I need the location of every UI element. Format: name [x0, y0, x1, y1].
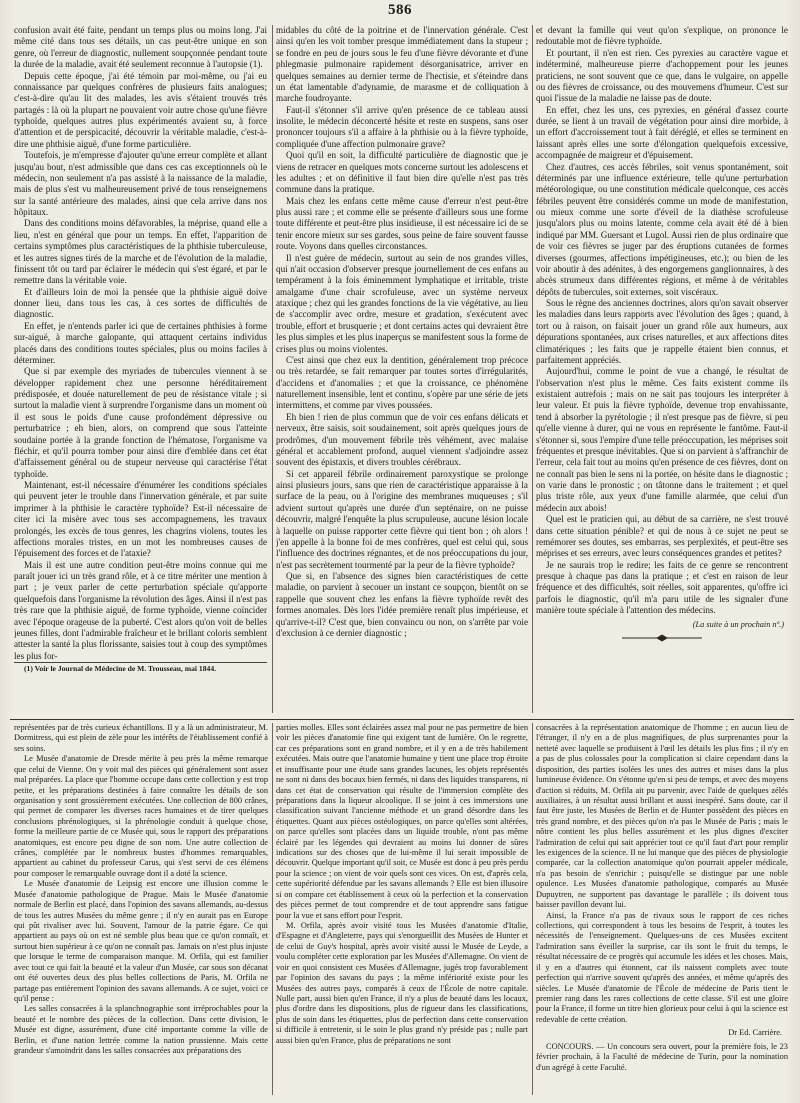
top-column-2 [276, 25, 528, 717]
paragraph: Je ne saurais trop le redire; les faits de ce genre se rencontrent presque à chaque pas dans la pratique ; et c'est en raison de leur fréquence et des difficultés, soit réelles, soit apparentes, qu'offre ici parfois le diagnostic, qu'il m'a paru utile de les signaler d'une manière toute spéciale à l'attention des médecins. [536, 559, 788, 616]
author-signature: Dr Ed. Carrière. [728, 1028, 782, 1038]
paragraph: Que si par exemple des myriades de tubercules viennent à se développer rapidement chez une personne héréditairement prédisposée, et douée naturellement de peu de résistance vitale ; si surtout la maladie vient à surprendre l'organisme dans un moment où il est sous le poids d'une cause profondément dépressive ou perturbatrice ; eh bien, alors, on comprend que sous l'atteinte soudaine portée à la grande fonction de l'hématose, l'organisme va fléchir, et qu'il pourra tomber pour ainsi dire d'emblée dans cet état d'affaissement général ou de stupeur nerveuse qui caractérise l'état typhoïde. [14, 366, 267, 479]
paragraph: Quoi qu'il en soit, la difficulté particulière de diagnostic que je viens de retracer en quelques mots concerne surtout les adolescens et les adultes ; et on définitive il faut bien dire qu'elle n'est pas très commune dans la pratique. [276, 150, 528, 195]
paragraph: Le Musée d'anatomie de Dresde mérite à peu près la même remarque que celui de Vienne. On y voit mal des pièces qui généralement sont assez mal préparées. La place que l'homme occupe dans cette collection y est trop petite, et les préparations destinées à faire connaître les détails de son organisation y sont grossièrement exécutées. Une collection de 800 crânes, qui permet de comparer les diverses races humaines et de tirer quelques conclusions phrénologiques, si la phrénologie conduit à quelque chose, forme la meilleure partie de ce Musée qui, sous le rapport des préparations anatomiques, est encore peu digne de son nom. Une autre collection de crânes, complétée par le nombreux bustes d'hommes remarquables, appartient au cabinet du professeur Carus, qui s'est servi de ces élémens pour composer le remarquable ouvrage dont il a doté la science. [14, 754, 268, 878]
paragraph: Eh bien ! rien de plus commun que de voir ces enfans délicats et nerveux, être saisis, soit soudainement, soit après quelques jours de prodrômes, d'un mouvement fébrile très véhément, avec malaise général et accablement profond, auquel viennent s'adjoindre assez souvent des épistaxis, et divers troubles cérébraux. [276, 411, 528, 468]
paragraph: Sous le règne des anciennes doctrines, alors qu'on savait observer les maladies dans leurs rapports avec l'évolution des âges ; quand, à tort ou à raison, on faisait jouer un grand rôle aux humeurs, aux dépurations spontanées, aux crises naturelles, et aux affections dites climatériques ; les faits que je rappelle étaient bien connus, et parfaitement appréciés. [536, 298, 788, 365]
top-column-1-body [14, 25, 267, 662]
paragraph: Toutefois, je m'empresse d'ajouter qu'une erreur complète et allant jusqu'au bout, n'est admissible que dans ces cas exceptionnels où le médecin, non seulement n'a pas assisté à la naissance de la maladie, mais de plus s'est vu malheureusement privé de tous renseignemens sur la santé antérieure des malades, ainsi que cela arrive dans nos hôpitaux. [14, 150, 267, 217]
paragraph: Mais chez les enfans cette même cause d'erreur n'est peut-être plus aussi rare ; et comme elle se présente d'ailleurs sous une forme toute différente et peut-être plus insidieuse, il est nécessaire ici de se tenir encore mieux sur ses gardes, sous peine de faire souvent fausse route. Voyons dans quelles circonstances. [276, 195, 528, 252]
section-ornament [536, 634, 788, 645]
continuation-note: (La suite à un prochain nº.) [692, 619, 784, 629]
paragraph: Quel est le praticien qui, au début de sa carrière, ne s'est trouvé dans cette situation pénible? et qui de nous à ce sujet ne peut se remémorer ses doutes, ses embarras, ses perplexités, et peut-être ses méprises et ses erreurs, avec leurs conséquences grandes et petites? [536, 514, 788, 559]
concours-label: CONCOURS. [546, 1041, 594, 1051]
concours-notice [536, 1042, 788, 1073]
paragraph: Et pourtant, il n'en est rien. Ces pyrexies au caractère vague et indéterminé, malheureuse pierre d'achoppement pour les jeunes praticiens, ne sont souvent que ce que, dans le vulgaire, on appelle ou des fièvres de croissance, ou des mouvemens d'humeur. C'est sur quoi l'issue de la maladie ne laisse pas de doute. [536, 47, 788, 104]
paragraph: consacrées à la représentation anatomique de l'homme ; en aucun lieu de l'étranger, il n'y en a de plus magnifiques, de plus surprenantes pour la netteté avec laquelle se produisent à l'œil les détails les plus fins ; il n'y en a pas de plus colossales pour la complication si claire cependant dans la disposition, des parties isolées les unes des autres et mises dans la plus lumineuse évidence. On s'étonne qu'en si peu de temps, et avec des moyens d'action si réduits, M. Orfila ait pu parvenir, avec l'aide de quelques zélés auxiliaires, à un résultat aussi brillant et aussi inespéré. Sans doute, car il faut être juste, les Musées de Berlin et de Hunter possèdent des pièces en très grand nombre, et des pièces qu'on n'a pas le Musée de Paris ; mais le nôtre contient les plus belles assurément et les plus dignes d'exciter l'admiration de celui qui sait apprécier tout ce qu'il faut d'art pour remplir les exigences de la science. Il ne lui manque que des pièces de physiologie comparée, car la collection anatomique qu'on pourrait appeler médicale, n'a pas besoin de s'enrichir ; puisqu'elle se distingue par une noble opulence. Les Musées d'anatomie pathologique, comparés au Musée Dupuytren, ne supportent pas davantage le parallèle ; ils doivent tous baisser pavillon devant lui. [536, 723, 788, 910]
horizontal-rule [10, 719, 794, 720]
column-divider [272, 25, 273, 713]
paragraph: Les salles consacrées à la splanchnographie sont irréprochables pour la beauté et le nombre des pièces de la collection. Dans cette division, le Musée est digne, assurément, d'une cité importante comme la ville de Berlin, et d'une nation lettrée comme la nation prussienne. Mais cette grandeur s'amoindrit dans les salles consacrées aux préparations des [14, 1004, 268, 1056]
paragraph: représentées par de très curieux échantillons. Il y a là un administrateur, M. Dormitress, qui est plein de zèle pour les intérêts de l'établissement confié à ses soins. [14, 723, 268, 753]
paragraph: Faut-il s'étonner s'il arrive qu'en présence de ce tableau aussi insolite, le médecin déconcerté hésite et reste en suspens, sans oser prononcer toujours s'il a affaire à la phthisie ou à la fièvre typhoïde, compliquée d'une affection pulmonaire grave? [276, 104, 528, 149]
paragraph: Si cet appareil fébrile ordinairement paroxystique se prolonge ainsi plusieurs jours, sans que rien de caractéristique apparaisse à la surface de la peau, ou à l'origine des membranes muqueuses ; s'il advient surtout qu'après une durée d'un septénaire, on ne puisse découvrir, malgré l'enquête la plus scrupuleuse, aucune lésion locale à laquelle on puisse rapporter cette fièvre qui tient bon ; oh alors ! j'en appelle à la bonne foi de mes confrères, quel est celui qui, sous l'influence des doctrines régnantes, et de nos préoccupations du jour, n'est pas secrètement tourmenté par la peur de la fièvre typhoïde? [276, 468, 528, 570]
paragraph: C'est ainsi que chez eux la dentition, généralement trop précoce ou très retardée, se fait remarquer par toutes sortes d'irrégularités, d'accidens et d'anomalies ; et que la croissance, ce phénomène naturellement insensible, lent et continu, s'opère par une série de jets intermittens, et comme par vives poussées. [276, 354, 528, 411]
bottom-column-3-body [536, 723, 788, 1025]
bottom-column-3 [536, 723, 788, 1099]
top-column-3-body [536, 25, 788, 617]
paragraph: Dans des conditions moins défavorables, la méprise, quand elle a lieu, n'est en général que pour un temps. En effet, l'apparition de certains symptômes plus caractéristiques de la phthisie tuberculeuse, et les autres signes tirés de la marche et de l'évolution de la maladie, finissent tôt ou tard par éclairer le médecin qui s'est égaré, et par le remettre dans la véritable voie. [14, 218, 267, 286]
paragraph: Et d'ailleurs loin de moi la pensée que la phthisie aiguë doive donner lieu, dans tous les cas, à ces sortes de difficultés de diagnostic. [14, 286, 267, 320]
concours-text: — Un concours sera ouvert, pour la première fois, le 23 février prochain, à la Faculté de médecine de Turin, pour la nomination d'un agrégé à cette Faculté. [536, 1041, 788, 1072]
paragraph: Maintenant, est-il nécessaire d'énumérer les conditions spéciales qui peuvent jeter le trouble dans l'innervation générale, et par suite imprimer à la phthisie le caractère typhoïde? Est-il nécessaire de citer ici la misère avec tous ses accompagnemens, les travaux prolongés, les excès de tous genres, les chagrins violens, toutes les affections morales tristes, en un mot les nombreuses causes de l'épuisement des forces et de l'ataxie? [14, 480, 267, 559]
paragraph: confusion avait été faite, pendant un temps plus ou moins long. J'ai même cité dans tous ses détails, un cas peut-être unique en son genre, où l'erreur de diagnostic, nullement soupçonnée pendant toute la durée de la maladie, avait été seulement reconnue à l'autopsie (1). [14, 25, 267, 70]
column-divider [532, 25, 533, 713]
paragraph: Le Musée d'anatomie de Leipsig est encore une illusion comme le Musée d'anatomie pathologique de Prague. Mais le Musée d'anatomie normale de Berlin est placé, dans l'opinion des savans allemands, au-dessus de tous les autres Musées du même genre ; il n'y en aurait pas en Europe qui pût rivaliser avec lui. Souvent, l'amour de la patrie égare. Ce qui appartient au pays où on est né semble plus beau que ce qu'on connaît, et surtout bien supérieur à ce qu'on ne connaît pas. Jamais on n'est plus injuste que lorsque le terme de comparaison manque. M. Orfila, qui est familier avec tout ce qui fait la beauté et la valeur d'un Musée, car sous son décanat ont été ouvertes deux des plus belles collections de Paris, M. Orfila ne partage pas entièrement l'opinion des savans allemands. A ce sujet, voici ce qu'il pense : [14, 879, 268, 1003]
column-divider [272, 723, 273, 1095]
paragraph: Chez d'autres, ces accès fébriles, soit venus spontanément, soit déterminés par une influence extérieure, telle qu'une perturbation météorologique, ou une constitution médicale quelconque, ces accès fébriles peuvent être considérés comme un mode de manifestation, ou mieux comme une sorte d'éveil de la diathèse scrofuleuse jusqu'alors plus ou moins latente, comme cela avait été dé à bien indiqué par MM. Guersant et Lugol. Aussi rien de plus ordinaire que de voir ces fièvres se juger par des éruptions cutanées de formes diverses (gourmes, affections impétigineuses, etc.); ou bien de les voir aboutir à des adénites, à des engorgemens ganglionnaires, à des abcès strumeux dans différentes régions, et même à de véritables dépôts de tubercules, soit externes, soit viscéraux. [536, 161, 788, 297]
paragraph: Que si, en l'absence des signes bien caractéristiques de cette maladie, on parvient à secouer un instant ce soupçon, bientôt on se rappelle que souvent chez les enfans la fièvre typhoïde revêt des formes anomales. Dès lors l'idée première renaît plus impérieuse, et qu'arrive-t-il? C'est que, bien convaincu ou non, on s'arrête par voie d'exclusion à ce dernier diagnostic ; [276, 571, 528, 638]
top-column-2-body [276, 25, 528, 639]
paragraph: En effet, je n'entends parler ici que de certaines phthisies à forme sur-aiguë, à marche galopante, qui attaquent certains individus placés dans des conditions toutes spéciales, plus ou moins faciles à déterminer. [14, 320, 267, 365]
paragraph: Ainsi, la France n'a pas de rivaux sous le rapport de ces riches collections, qui correspondent à tous les besoins de l'esprit, à toutes les nécessités de l'enseignement. Quelques-uns de ces Musées excitent l'admiration sans éveiller la surprise, car ils sont le fruit du temps, le résultat nécessaire de ce progrès qui accumule les idées et les choses. Mais, il y en a d'autres qui étonnent, car ils naissent complets avec toute perfection qui n'arrive souvent qu'après des années, et même qu'après des siècles. Le Musée d'anatomie de l'École de médecine de Paris tient le premier rang dans les rares collections de cette classe. S'il est une gloire pour la France, il forme un titre bien glorieux pour celui à qui la science est redevable de cette création. [536, 910, 788, 1024]
bottom-column-2 [276, 723, 528, 1099]
paragraph: En effet, chez les uns, ces pyrexies, en général d'assez courte durée, se lient à un travail de végétation pour ainsi dire morbide, à un effort d'accroissement tout à fait déréglé, et elles se terminent en laissant après elles une sorte d'élongation quelquefois excessive, accompagnée de maigreur et d'épuisement. [536, 104, 788, 161]
bottom-column-1-body [14, 723, 268, 1057]
bottom-column-2-body [276, 723, 528, 1046]
paragraph: Depuis cette époque, j'ai été témoin par moi-même, ou j'ai eu connaissance par quelques confrères de plusieurs faits analogues; c'est-à-dire qu'au lit des malades, les avis s'étaient trouvés très partagés : là où la plupart ne pouvaient voir autre chose qu'une fièvre typhoïde, quelques autres plus expérimentés avaient su, à force d'attention et de perspicacité, découvrir la véritable maladie, c'est-à-dire une phthisie aiguë, d'une forme particulière. [14, 70, 267, 149]
paragraph: Aujourd'hui, comme le point de vue a changé, le résultat de l'observation n'est plus le même. Ces faits existent comme ils existaient autrefois ; mais on ne sait pas toujours les interpréter à leur valeur. Et puis la fièvre typhoïde, devenue trop envahissante, tend à absorber la pyrétologie ; il n'est presque pas de fièvre, si peu qu'elle vienne à durer, qui ne vous en représente le fantôme. Faut-il s'étonner si, sous l'empire d'une telle préoccupation, les méprises soit fréquentes et presque inévitables. Que si on parvient à s'affranchir de l'erreur, cela fait tout au moins qu'en présence de ces fièvres, dont on ne connaît pas bien le sens ni la portée, on hésite dans le diagnostic ; on varie dans le pronostic ; on tâtonne dans le traitement ; et quel plus triste rôle, aux yeux d'une famille alarmée, que celui d'un médecin aux abois! [536, 366, 788, 513]
page-number: 586 [388, 2, 412, 18]
ornament-divider-icon [622, 634, 702, 642]
footnote: (1) Voir le Journal de Médecine de M. Trousseau, mai 1844. [14, 662, 267, 673]
paragraph: Il n'est guère de médecin, surtout au sein de nos grandes villes, qui n'ait occasion d'observer presque journellement de ces enfans au tempérament à la fois éminemment lymphatique et irritable, triste amalgame d'une chair scrofuleuse, avec un système nerveux ataxique ; chez qui les grandes fonctions de la vie végétative, au lieu de s'accomplir avec ordre, mesure et gradation, s'exécutent avec trouble, effort et brusquerie ; et dont certains actes qui devraient être les plus simples et les plus inaperçus se manifestent sous la forme de crises plus ou moins violentes. [276, 252, 528, 354]
paragraph: Mais il est une autre condition peut-être moins connue qui me paraît jouer ici un très grand rôle, et à ce titre mériter une mention à part ; je veux parler de cette perturbation spéciale qu'apporte quelquefois dans l'organisme la révolution des âges. Ainsi il n'est pas très rare que la phthisie aiguë, de forme typhoïde, vienne coïncider avec l'époque orageuse de la puberté. C'est alors qu'on voit de belles jeunes filles, dont l'admirable fraîcheur et le brillant coloris semblent attester la santé la plus florissante, saisies tout à coup des symptômes les plus for- [14, 559, 267, 661]
paragraph: parties molles. Elles sont éclairées assez mal pour ne pas permettre de bien voir les pièces d'anatomie fine qui exigent tant de lumière. On le regrette, car ces préparations sont en grand nombre, et il y en a de très habilement exécutées. Mais outre que l'anatomie humaine y tient une place trop étroite et insuffisante pour une étude sans grandes lacunes, les objets représentés ne sont ni dans des bocaux bien fermés, ni dans des liquides transparens, ni dans cet état de conservation qui résulte de l'immersion complète des préparations dans la liqueur alcoolique. Il se joint à ces immersions une classification suivant l'ancienne méthode et un grand désordre dans les étiquettes. Quant aux pièces ostéologiques, on parce qu'elles sont altérées, on parce qu'elles sont placées dans un liquide trouble, n'ont pas même éclairé par les légendes qui devraient au moins lui donner de sûres indications sur des choses que de lui-même il lui serait impossible de découvrir. Quelque important qu'il soit, ce Musée est donc à peu près perdu pour la science ; on vient de voir quels sont ces vices. On est, d'après cela, cette supériorité défendue par les savans allemands ? Elle est bien illusoire si on compare cet établissement à ceux où la perfection et la conservation des pièces permet de tout comprendre et de tout apprendre sans fatigue pour la vue et sans effort pour l'esprit. [276, 723, 528, 920]
paragraph: M. Orfila, après avoir visité tous les Musées d'anatomie d'Italie, d'Espagne et d'Angleterre, pays qui s'enorgueillit des Musées de Hunter et de celui de Guy's hospital, après avoir visité aussi le Musée de Leyde, a voulu compléter cette exploration par les Musées d'Allemagne. On vient de voir en quoi consistent ces Musées d'Allemagne, jugés trop favorablement par l'opinion des savans du pays ; la même infériorité existe pour les Musées des autres pays, comparés à ceux de l'École de notre capitale. Nulle part, aussi bien qu'en France, il n'y a plus de beauté dans les locaux, plus d'ordre dans les dispositions, plus de rigueur dans les classifications, plus de soin dans les étiquettes, plus de perfection dans cette conservation si difficile à entretenir, si le soin le plus grand n'y préside pas ; nulle part aussi bien qu'en France, plus de préparations ne sont [276, 921, 528, 1045]
paragraph: et devant la famille qui veut qu'on s'explique, on prononce le redoutable mot de fièvre typhoïde. [536, 25, 788, 47]
top-column-3 [536, 25, 788, 717]
top-column-1 [14, 25, 267, 717]
bottom-column-1 [14, 723, 268, 1099]
paragraph: midables du côté de la poitrine et de l'innervation générale. C'est ainsi qu'en les voit tomber presque immédiatement dans la stupeur ; se fondre en peu de jours sous le feu d'une fièvre dévorante et d'une phlegmasie pulmonaire rapidement désorganisatrice, arriver en quelques semaines au dernier terme de l'hectisie, et s'éteindre dans un état lamentable d'adynamie, de marasme et de colliquation à marche foudroyante. [276, 25, 528, 104]
column-divider [532, 723, 533, 1095]
